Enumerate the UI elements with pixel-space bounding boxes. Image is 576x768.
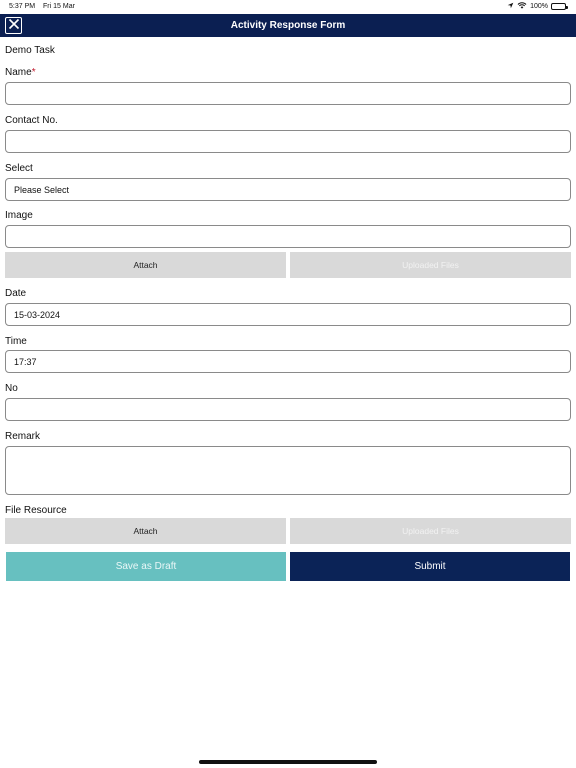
submit-button[interactable]: Submit: [290, 552, 570, 581]
image-input[interactable]: [5, 225, 571, 248]
image-uploaded-files-button[interactable]: Uploaded Files: [290, 252, 571, 278]
time-input[interactable]: [5, 350, 571, 373]
select-dropdown[interactable]: [5, 178, 571, 201]
no-label: No: [5, 383, 18, 394]
task-title: Demo Task: [5, 45, 55, 56]
location-icon: [507, 2, 514, 11]
file-resource-label: File Resource: [5, 505, 67, 516]
page-title: Activity Response Form: [230, 20, 346, 31]
name-input[interactable]: [5, 82, 571, 105]
battery-icon: [551, 3, 566, 10]
date-input[interactable]: [5, 303, 571, 326]
select-label: Select: [5, 163, 33, 174]
save-draft-button[interactable]: Save as Draft: [6, 552, 286, 581]
image-label: Image: [5, 210, 33, 221]
remark-textarea[interactable]: [5, 446, 571, 495]
file-attach-button[interactable]: Attach: [5, 518, 286, 544]
contact-input[interactable]: [5, 130, 571, 153]
status-date: Fri 15 Mar: [43, 3, 75, 10]
date-label: Date: [5, 288, 27, 299]
wifi-icon: [517, 2, 527, 11]
home-indicator[interactable]: [199, 760, 377, 764]
header-bar: [0, 14, 576, 37]
required-marker: *: [31, 67, 36, 78]
battery-percent: 100%: [530, 3, 548, 10]
status-time: 5:37 PM: [9, 3, 36, 10]
name-label-group: [5, 67, 36, 78]
remark-label: Remark: [5, 431, 41, 442]
image-attach-button[interactable]: Attach: [5, 252, 286, 278]
time-label: Time: [5, 336, 27, 347]
contact-label: Contact No.: [5, 115, 58, 126]
status-bar: [0, 0, 576, 14]
no-input[interactable]: [5, 398, 571, 421]
file-uploaded-files-button[interactable]: Uploaded Files: [290, 518, 571, 544]
name-label: Name: [5, 67, 32, 78]
select-value: Please Select: [14, 184, 70, 195]
